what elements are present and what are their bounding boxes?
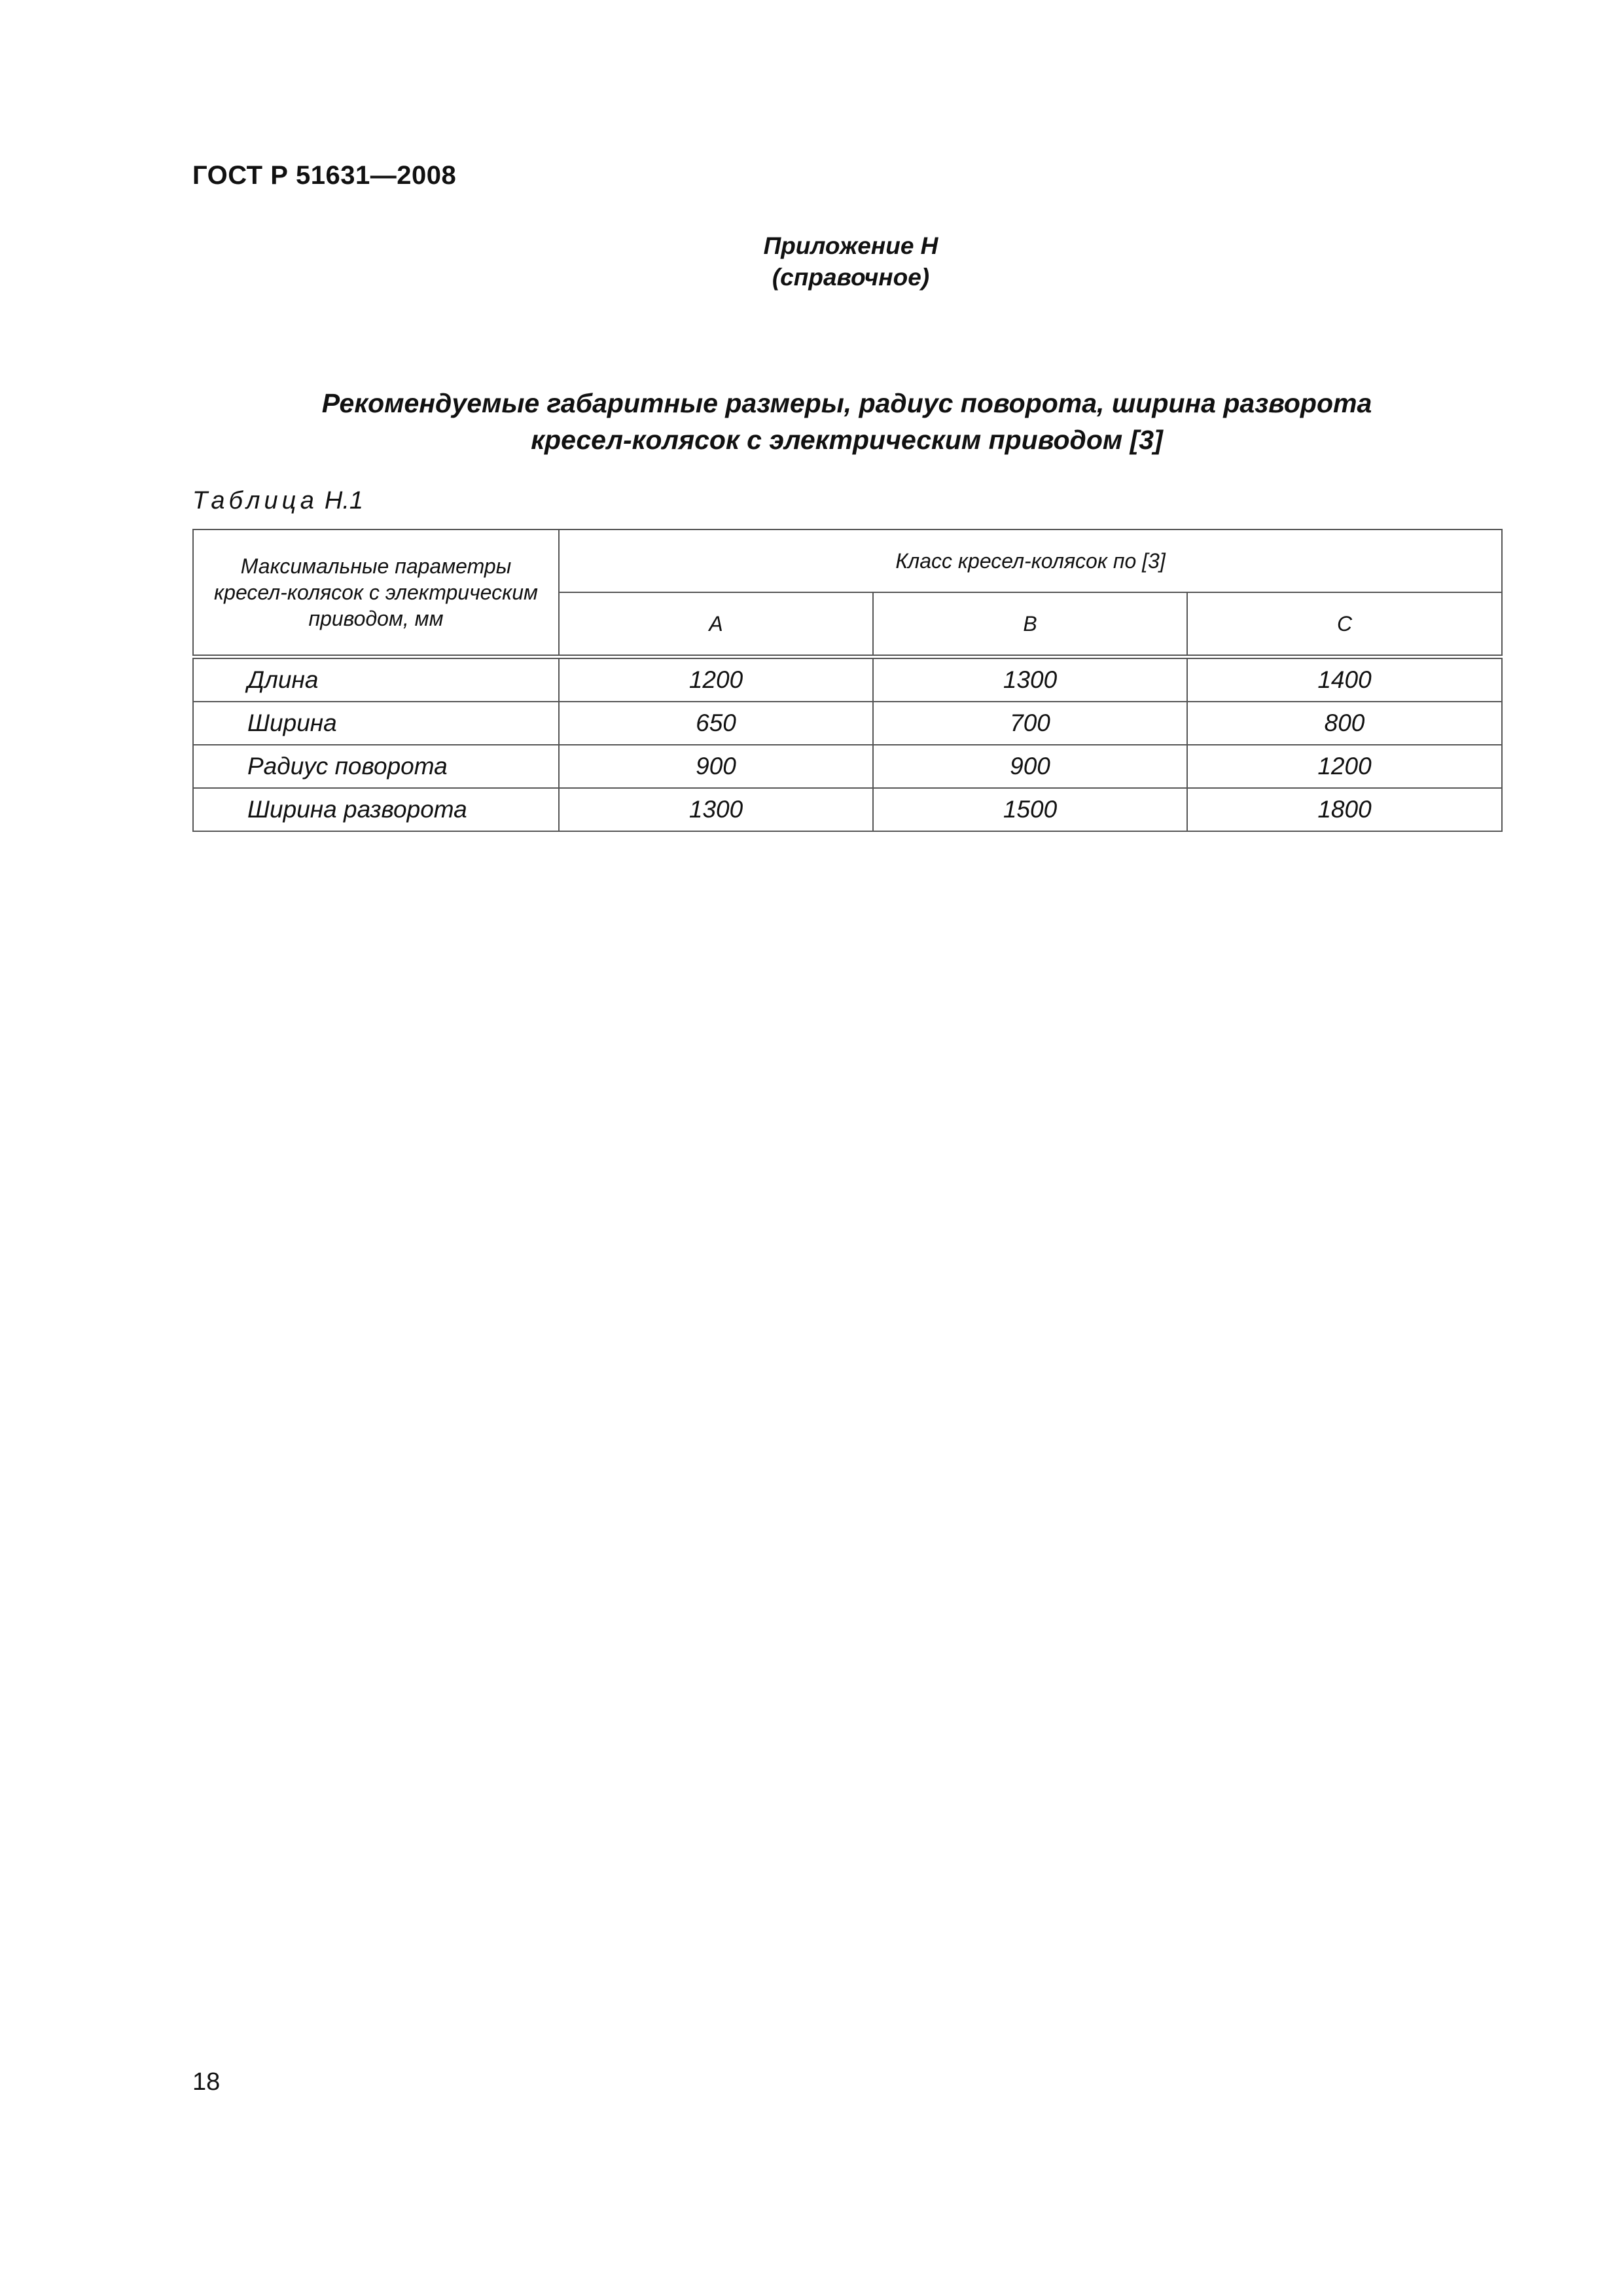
table-row [193, 702, 1502, 745]
title-line-1: Рекомендуемые габаритные размеры, радиус поворота, ширина разворота [321, 388, 1372, 418]
cell-value: 650 [559, 702, 873, 745]
row-label: Ширина разворота [193, 788, 559, 831]
appendix-status: (справочное) [772, 264, 930, 291]
table-caption [192, 487, 363, 515]
appendix-name: Приложение Н [763, 232, 938, 259]
class-column-header: Класс кресел-колясок по [3] [559, 529, 1502, 592]
cell-value: 1500 [873, 788, 1187, 831]
table-body [193, 657, 1502, 832]
class-c-header: С [1187, 592, 1502, 657]
table-header-row [193, 529, 1502, 592]
cell-value: 1400 [1187, 657, 1502, 702]
dimensions-table-container [192, 529, 1501, 832]
dimensions-table [192, 529, 1503, 832]
class-a-header: А [559, 592, 873, 657]
appendix-heading [0, 230, 1623, 293]
document-title [192, 385, 1501, 458]
row-label: Радиус поворота [193, 745, 559, 788]
table-header [193, 529, 1502, 657]
standard-code: ГОСТ Р 51631—2008 [192, 161, 457, 190]
page-number: 18 [192, 2068, 221, 2096]
table-row [193, 788, 1502, 831]
cell-value: 1300 [559, 788, 873, 831]
class-b-header: В [873, 592, 1187, 657]
param-column-header: Максимальные параметры кресел-колясок с электрическим приводом, мм [193, 529, 559, 657]
row-label: Длина [193, 657, 559, 702]
cell-value: 1200 [1187, 745, 1502, 788]
cell-value: 900 [559, 745, 873, 788]
cell-value: 1200 [559, 657, 873, 702]
table-caption-number: Н.1 [324, 487, 364, 514]
cell-value: 700 [873, 702, 1187, 745]
table-row [193, 657, 1502, 702]
table-row [193, 745, 1502, 788]
row-label: Ширина [193, 702, 559, 745]
cell-value: 800 [1187, 702, 1502, 745]
cell-value: 1300 [873, 657, 1187, 702]
cell-value: 900 [873, 745, 1187, 788]
cell-value: 1800 [1187, 788, 1502, 831]
title-line-2: кресел-колясок с электрическим приводом [3] [531, 425, 1163, 455]
table-caption-label: Таблица [192, 487, 318, 514]
